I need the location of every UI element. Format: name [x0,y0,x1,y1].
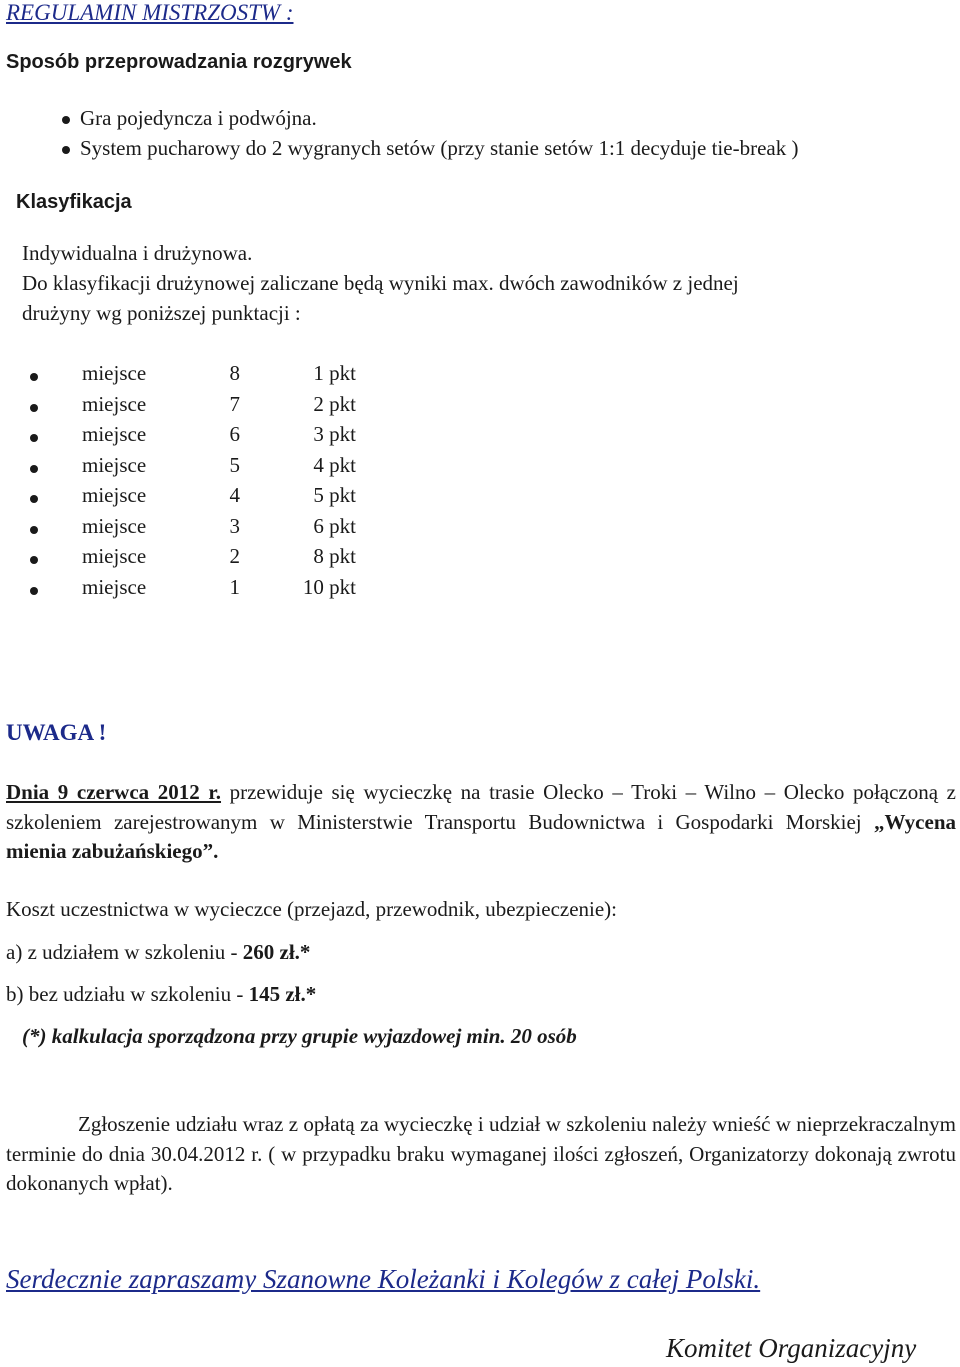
place-label: miejsce [82,544,147,568]
bullet-icon [30,587,38,595]
points-value: 2 pkt [313,392,356,416]
list-item: System pucharowy do 2 wygranych setów (przy stanie setów 1:1 decyduje tie-break ) [80,136,799,160]
points-value: 10 pkt [302,575,356,599]
registration-paragraph: Zgłoszenie udziału wraz z opłatą za wycieczkę i udział w szkoleniu należy wnieść w nieprzekraczalnym terminie do dnia 30.04.2012 r. ( w przypadku braku wymaganej ilości zgłoszeń, Organizatorzy dokonają zwrotu dokonanych wpłat). [6,1112,956,1195]
bullet-icon [30,465,38,473]
notice-heading: UWAGA ! [6,720,107,745]
cost-option-b-value: 145 zł.* [248,982,317,1006]
cost-intro: Koszt uczestnictwa w wycieczce (przejazd, przewodnik, ubezpieczenie): [6,897,618,921]
place-number: 3 [229,514,240,538]
classification-line: drużyny wg poniższej punktacji : [22,301,301,325]
points-value: 5 pkt [313,483,356,507]
place-label: miejsce [82,453,147,477]
place-number: 1 [229,575,240,599]
bullet-icon [62,146,70,154]
place-label: miejsce [82,514,147,538]
invitation-text: Serdecznie zapraszamy Szanowne Koleżanki i Kolegów z całej Polski. [6,1264,761,1294]
place-number: 5 [229,453,240,477]
trip-paragraph [6,778,956,867]
list-item: Gra pojedyncza i podwójna. [80,106,317,130]
place-label: miejsce [82,422,147,446]
bullet-icon [30,434,38,442]
place-number: 2 [229,544,240,568]
points-value: 4 pkt [313,453,356,477]
place-number: 8 [229,361,240,385]
bullet-icon [30,373,38,381]
trip-date: Dnia 9 czerwca 2012 r. [6,780,222,804]
cost-option-a [6,940,310,965]
cost-footnote: (*) kalkulacja sporządzona przy grupie wyjazdowej min. 20 osób [22,1024,577,1048]
points-value: 3 pkt [313,422,356,446]
bullet-icon [30,495,38,503]
cost-option-b-text: b) bez udziału w szkoleniu - [6,982,249,1006]
cost-option-b [6,982,316,1007]
points-value: 6 pkt [313,514,356,538]
training-name: „Wycena mienia zabużańskiego”. [6,809,956,863]
classification-line: Indywidualna i drużynowa. [22,241,253,265]
cost-option-a-value: 260 zł.* [242,940,311,964]
signature: Komitet Organizacyjny [666,1333,917,1363]
section-heading-rules: Sposób przeprowadzania rozgrywek [6,51,352,73]
bullet-icon [30,556,38,564]
trip-description: przewiduje się wycieczkę na trasie Olecko – Troki – Wilno – Olecko połączoną z szkoleniem zarejestrowanym w Ministerstwie Transportu Budownictwa i Gospodarki Morskiej [6,780,956,834]
section-heading-classification: Klasyfikacja [16,191,132,213]
points-value: 8 pkt [313,544,356,568]
place-label: miejsce [82,361,147,385]
document-title: REGULAMIN MISTRZOSTW : [6,0,294,25]
place-label: miejsce [82,483,147,507]
place-number: 6 [229,422,240,446]
points-value: 1 pkt [313,361,356,385]
bullet-icon [62,116,70,124]
place-number: 4 [229,483,240,507]
place-number: 7 [229,392,240,416]
bullet-icon [30,526,38,534]
bullet-icon [30,404,38,412]
place-label: miejsce [82,392,147,416]
classification-line: Do klasyfikacji drużynowej zaliczane będą wyniki max. dwóch zawodników z jednej [22,271,739,295]
cost-option-a-text: a) z udziałem w szkoleniu - [6,940,243,964]
place-label: miejsce [82,575,147,599]
